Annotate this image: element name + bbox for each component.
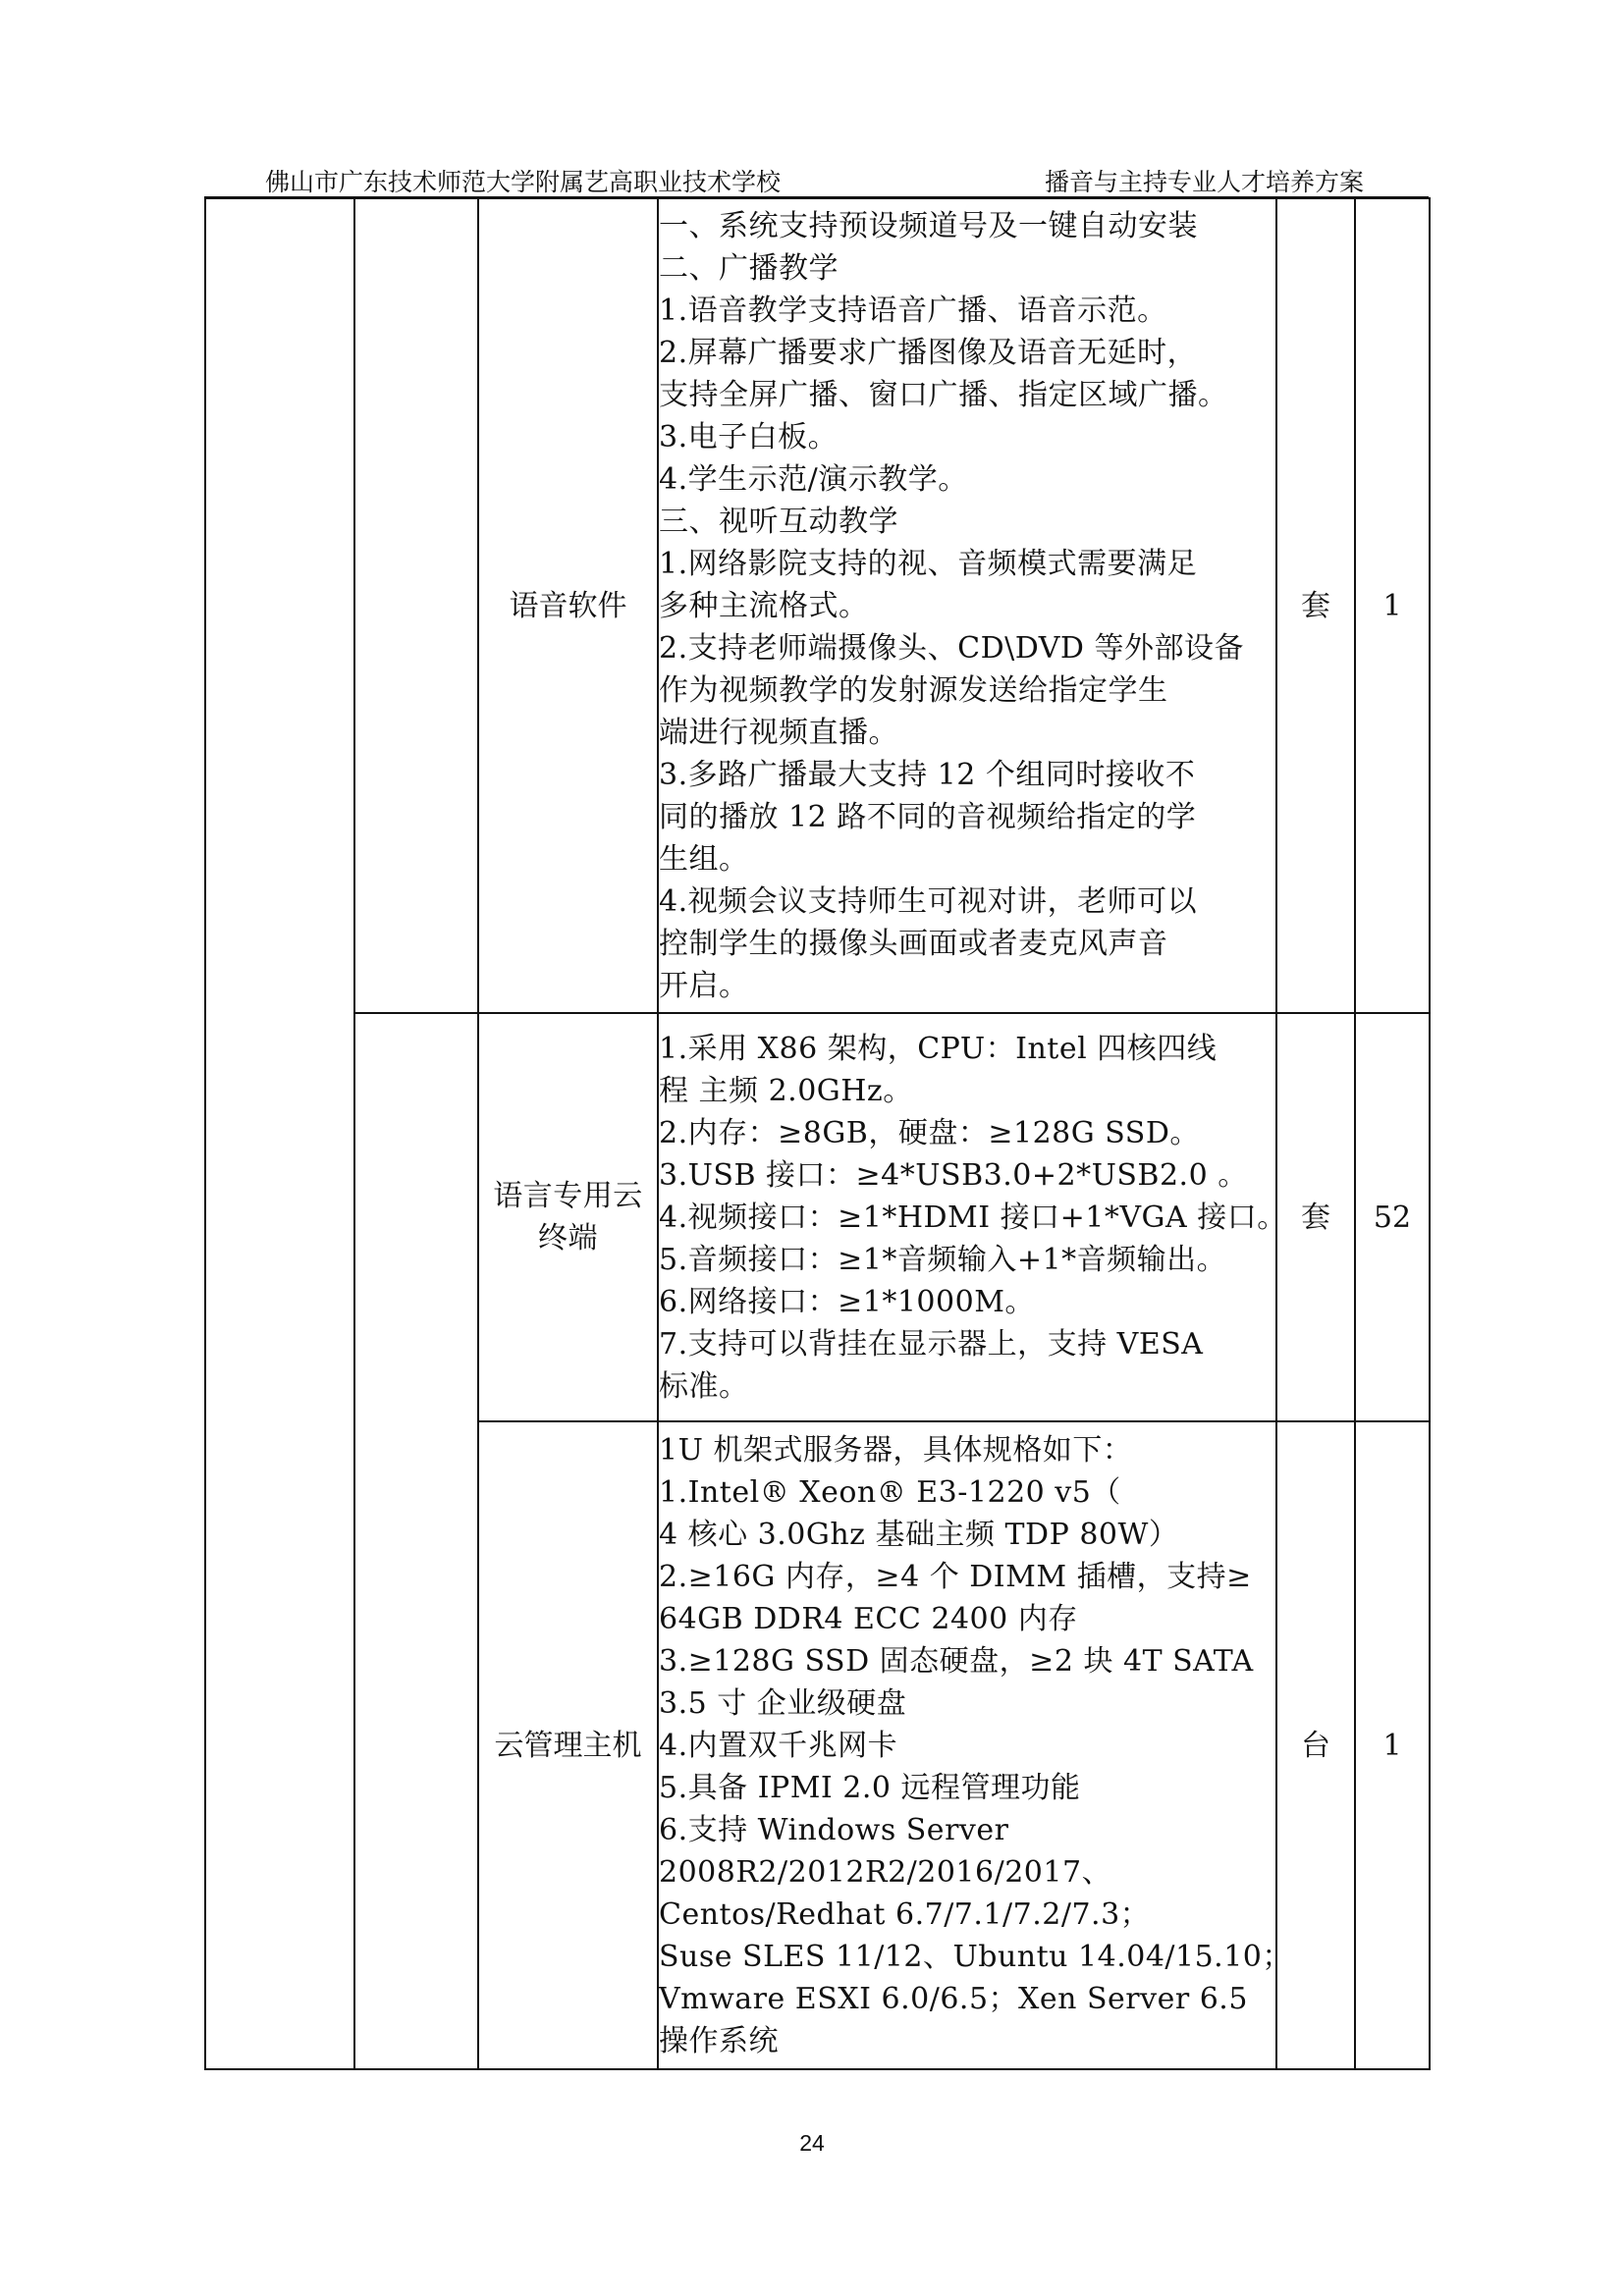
spec-cell	[658, 1421, 1292, 2069]
spec-line: 4 核心 3.0Ghz 基础主频 TDP 80W）	[659, 1517, 1179, 1552]
category-cell	[205, 198, 354, 2069]
spec-line: 4.内置双千兆网卡	[659, 1728, 898, 1763]
unit: 套	[1301, 1200, 1330, 1235]
spec-line: 1.网络影院支持的视、音频模式需要满足	[659, 546, 1198, 581]
spec-line: 5.音频接口：≥1*音频输入+1*音频输出。	[659, 1242, 1227, 1277]
quantity: 1	[1382, 588, 1402, 623]
unit: 台	[1301, 1728, 1330, 1763]
page-number: 24	[799, 2130, 825, 2156]
item-name-cell	[478, 1421, 658, 2069]
spec-line: Vmware ESXI 6.0/6.5；Xen Server 6.5	[659, 1981, 1248, 2016]
school-name: 佛山市广东技术师范大学附属艺高职业技术学校	[265, 168, 782, 196]
item-name-cell	[478, 198, 658, 1013]
equipment-spec-table	[204, 197, 1431, 2070]
spec-line: 同的播放 12 路不同的音视频给指定的学	[659, 799, 1197, 834]
spec-line: 2.屏幕广播要求广播图像及语音无延时，	[659, 335, 1198, 370]
item-name-line: 语言专用云	[493, 1179, 643, 1213]
spec-line: 1.Intel® Xeon® E3-1220 v5（	[659, 1474, 1121, 1510]
spec-line: 程 主频 2.0GHz。	[659, 1073, 913, 1108]
spec-line: 生组。	[659, 841, 749, 877]
spec-line: 2.内存：≥8GB，硬盘：≥128G SSD。	[659, 1115, 1200, 1150]
spec-line: 3.≥128G SSD 固态硬盘，≥2 块 4T SATA	[659, 1643, 1254, 1679]
spec-cell	[658, 198, 1276, 1013]
spec-line: 支持全屏广播、窗口广播、指定区域广播。	[659, 377, 1228, 412]
spec-line: 控制学生的摄像头画面或者麦克风声音	[659, 926, 1168, 961]
spec-line: 端进行视频直播。	[659, 715, 898, 750]
spec-line: 6.支持 Windows Server	[659, 1812, 1009, 1847]
document-title: 播音与主持专业人才培养方案	[1044, 168, 1364, 196]
spec-line: 4.视频会议支持师生可视对讲，老师可以	[659, 883, 1198, 919]
quantity: 52	[1373, 1200, 1412, 1235]
spec-line: 64GB DDR4 ECC 2400 内存	[659, 1601, 1078, 1636]
spec-line: 6.网络接口：≥1*1000M。	[659, 1284, 1035, 1319]
spec-line: 1.采用 X86 架构，CPU：Intel 四核四线	[659, 1031, 1218, 1066]
spec-line: 标准。	[659, 1368, 749, 1404]
spec-line: 5.具备 IPMI 2.0 远程管理功能	[659, 1770, 1081, 1805]
item-name: 语音软件	[509, 588, 627, 623]
spec-line: 4.学生示范/演示教学。	[659, 461, 968, 497]
spec-line: 作为视频教学的发射源发送给指定学生	[659, 672, 1168, 708]
spec-line: 3.USB 接口：≥4*USB3.0+2*USB2.0 。	[659, 1157, 1248, 1193]
item-name-cell	[478, 1013, 658, 1421]
item-name-line: 终端	[538, 1221, 598, 1255]
quantity-cell	[1355, 1421, 1430, 2069]
spec-line: 7.支持可以背挂在显示器上，支持 VESA	[659, 1326, 1204, 1362]
spec-line: Centos/Redhat 6.7/7.1/7.2/7.3；	[659, 1896, 1151, 1932]
spec-line: 2008R2/2012R2/2016/2017、	[659, 1854, 1112, 1890]
spec-line: 1U 机架式服务器，具体规格如下：	[659, 1432, 1133, 1468]
spec-line: 2.支持老师端摄像头、CD\DVD 等外部设备	[659, 630, 1245, 666]
spec-line: 开启。	[659, 968, 749, 1003]
spec-line: 1.语音教学支持语音广播、语音示范。	[659, 293, 1167, 328]
spec-line: 3.5 寸 企业级硬盘	[659, 1685, 907, 1721]
page-header	[255, 159, 1372, 194]
quantity-cell	[1355, 1013, 1430, 1421]
quantity-cell	[1355, 198, 1430, 1013]
subcategory-cell	[354, 198, 478, 1013]
quantity: 1	[1382, 1728, 1402, 1763]
spec-line: 二、广播教学	[659, 250, 839, 286]
spec-line: Suse SLES 11/12、Ubuntu 14.04/15.10；	[659, 1939, 1292, 1974]
subcategory-cell	[354, 1013, 478, 2069]
table-row-cloud-terminal	[205, 1013, 1430, 1421]
spec-cell	[658, 1013, 1287, 1421]
spec-line: 三、视听互动教学	[659, 504, 898, 539]
table-row-voice-software	[205, 198, 1430, 1013]
unit-cell	[1276, 198, 1355, 1013]
spec-line: 3.电子白板。	[659, 419, 839, 454]
spec-line: 一、系统支持预设频道号及一键自动安装	[659, 208, 1198, 243]
spec-line: 多种主流格式。	[659, 588, 869, 623]
spec-line: 3.多路广播最大支持 12 个组同时接收不	[659, 757, 1196, 792]
item-name: 云管理主机	[494, 1728, 642, 1763]
unit: 套	[1301, 588, 1330, 623]
spec-line: 操作系统	[659, 2023, 779, 2058]
unit-cell	[1276, 1013, 1355, 1421]
spec-line: 2.≥16G 内存，≥4 个 DIMM 插槽，支持≥	[659, 1559, 1252, 1594]
spec-line: 4.视频接口：≥1*HDMI 接口+1*VGA 接口。	[659, 1200, 1287, 1235]
